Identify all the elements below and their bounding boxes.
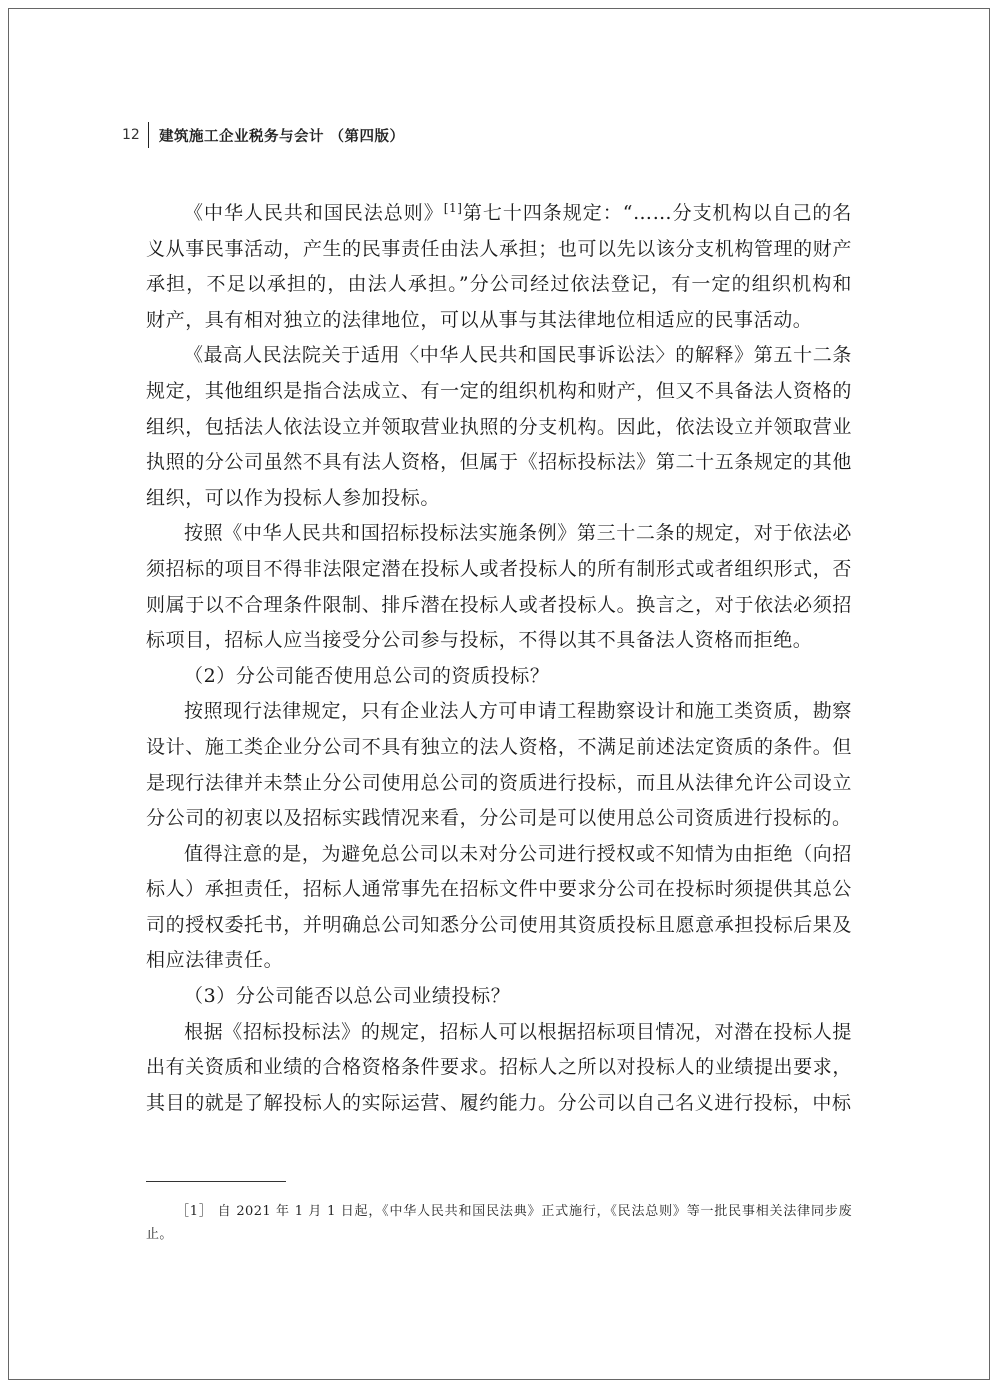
paragraph-performance: 根据《招标投标法》的规定，招标人可以根据招标项目情况，对潜在投标人提出有关资质和业绩的合格资格条件要求。招标人之所以对投标人的业绩提出要求，其目的就是了解投标人的实际运营、履约能力。分公司以自己名义进行投标，中标 xyxy=(146,1020,852,1114)
paragraph-supreme-court: 《最高人民法院关于适用〈中华人民共和国民事诉讼法〉的解释》第五十二条规定，其他组织是指合法成立、有一定的组织机构和财产，但又不具备法人资格的组织，包括法人依法设立并领取营业执照的分支机构。因此，依法设立并领取营业执照的分公司虽然不具有法人资格，但属于《招标投标法》第二十五条规定的其他组织，可以作为投标人参加投标。 xyxy=(146,344,852,509)
footnote-divider xyxy=(146,1181,286,1182)
paragraph-text: 第七十四条规定：“……分支机构以自己的名义从事民事活动，产生的民事责任由法人承担；也可以先以该分支机构管理的财产承担，不足以承担的，由法人承担。”分公司经过依法登记，有一定的组织机构和财产，具有相对独立的法律地位，可以从事与其法律地位相适应的民事活动。 xyxy=(146,202,852,331)
question-heading-2: （2）分公司能否使用总公司的资质投标？ xyxy=(184,664,550,687)
footnote: ［1］ 自 2021 年 1 月 1 日起，《中华人民共和国民法典》正式施行，《民法总则》等一批民事相关法律同步废止。 xyxy=(146,1204,852,1242)
paragraph-authorization: 值得注意的是，为避免总公司以未对分公司进行授权或不知情为由拒绝（向招标人）承担责任，招标人通常事先在招标文件中要求分公司在投标时须提供其总公司的授权委托书，并明确总公司知悉分公司使用其资质投标且愿意承担投标后果及相应法律责任。 xyxy=(146,842,852,972)
footnote-reference[interactable]: [1] xyxy=(443,201,463,215)
paragraph-civil-code xyxy=(146,196,852,338)
running-header xyxy=(122,122,405,148)
question-heading-3: （3）分公司能否以总公司业绩投标？ xyxy=(184,985,511,1008)
paragraph-bidding-regulation: 按照《中华人民共和国招标投标法实施条例》第三十二条的规定，对于依法必须招标的项目不得非法限定潜在投标人或者投标人的所有制形式或者组织形式，否则属于以不合理条件限制、排斥潜在投标人或者投标人。换言之，对于依法必须招标项目，招标人应当接受分公司参与投标，不得以其不具备法人资格而拒绝。 xyxy=(146,522,852,652)
page-number: 12 xyxy=(122,127,140,143)
paragraph-text: 《中华人民共和国民法总则》 xyxy=(184,202,444,224)
body-text xyxy=(146,196,852,1121)
header-divider xyxy=(148,122,149,148)
book-title: 建筑施工企业税务与会计 （第四版） xyxy=(159,128,405,145)
paragraph-qualification: 按照现行法律规定，只有企业法人方可申请工程勘察设计和施工类资质，勘察设计、施工类企业分公司不具有独立的法人资格，不满足前述法定资质的条件。但是现行法律并未禁止分公司使用总公司的资质进行投标，而且从法律允许公司设立分公司的初衷以及招标实践情况来看，分公司是可以使用总公司资质进行投标的。 xyxy=(146,700,852,830)
